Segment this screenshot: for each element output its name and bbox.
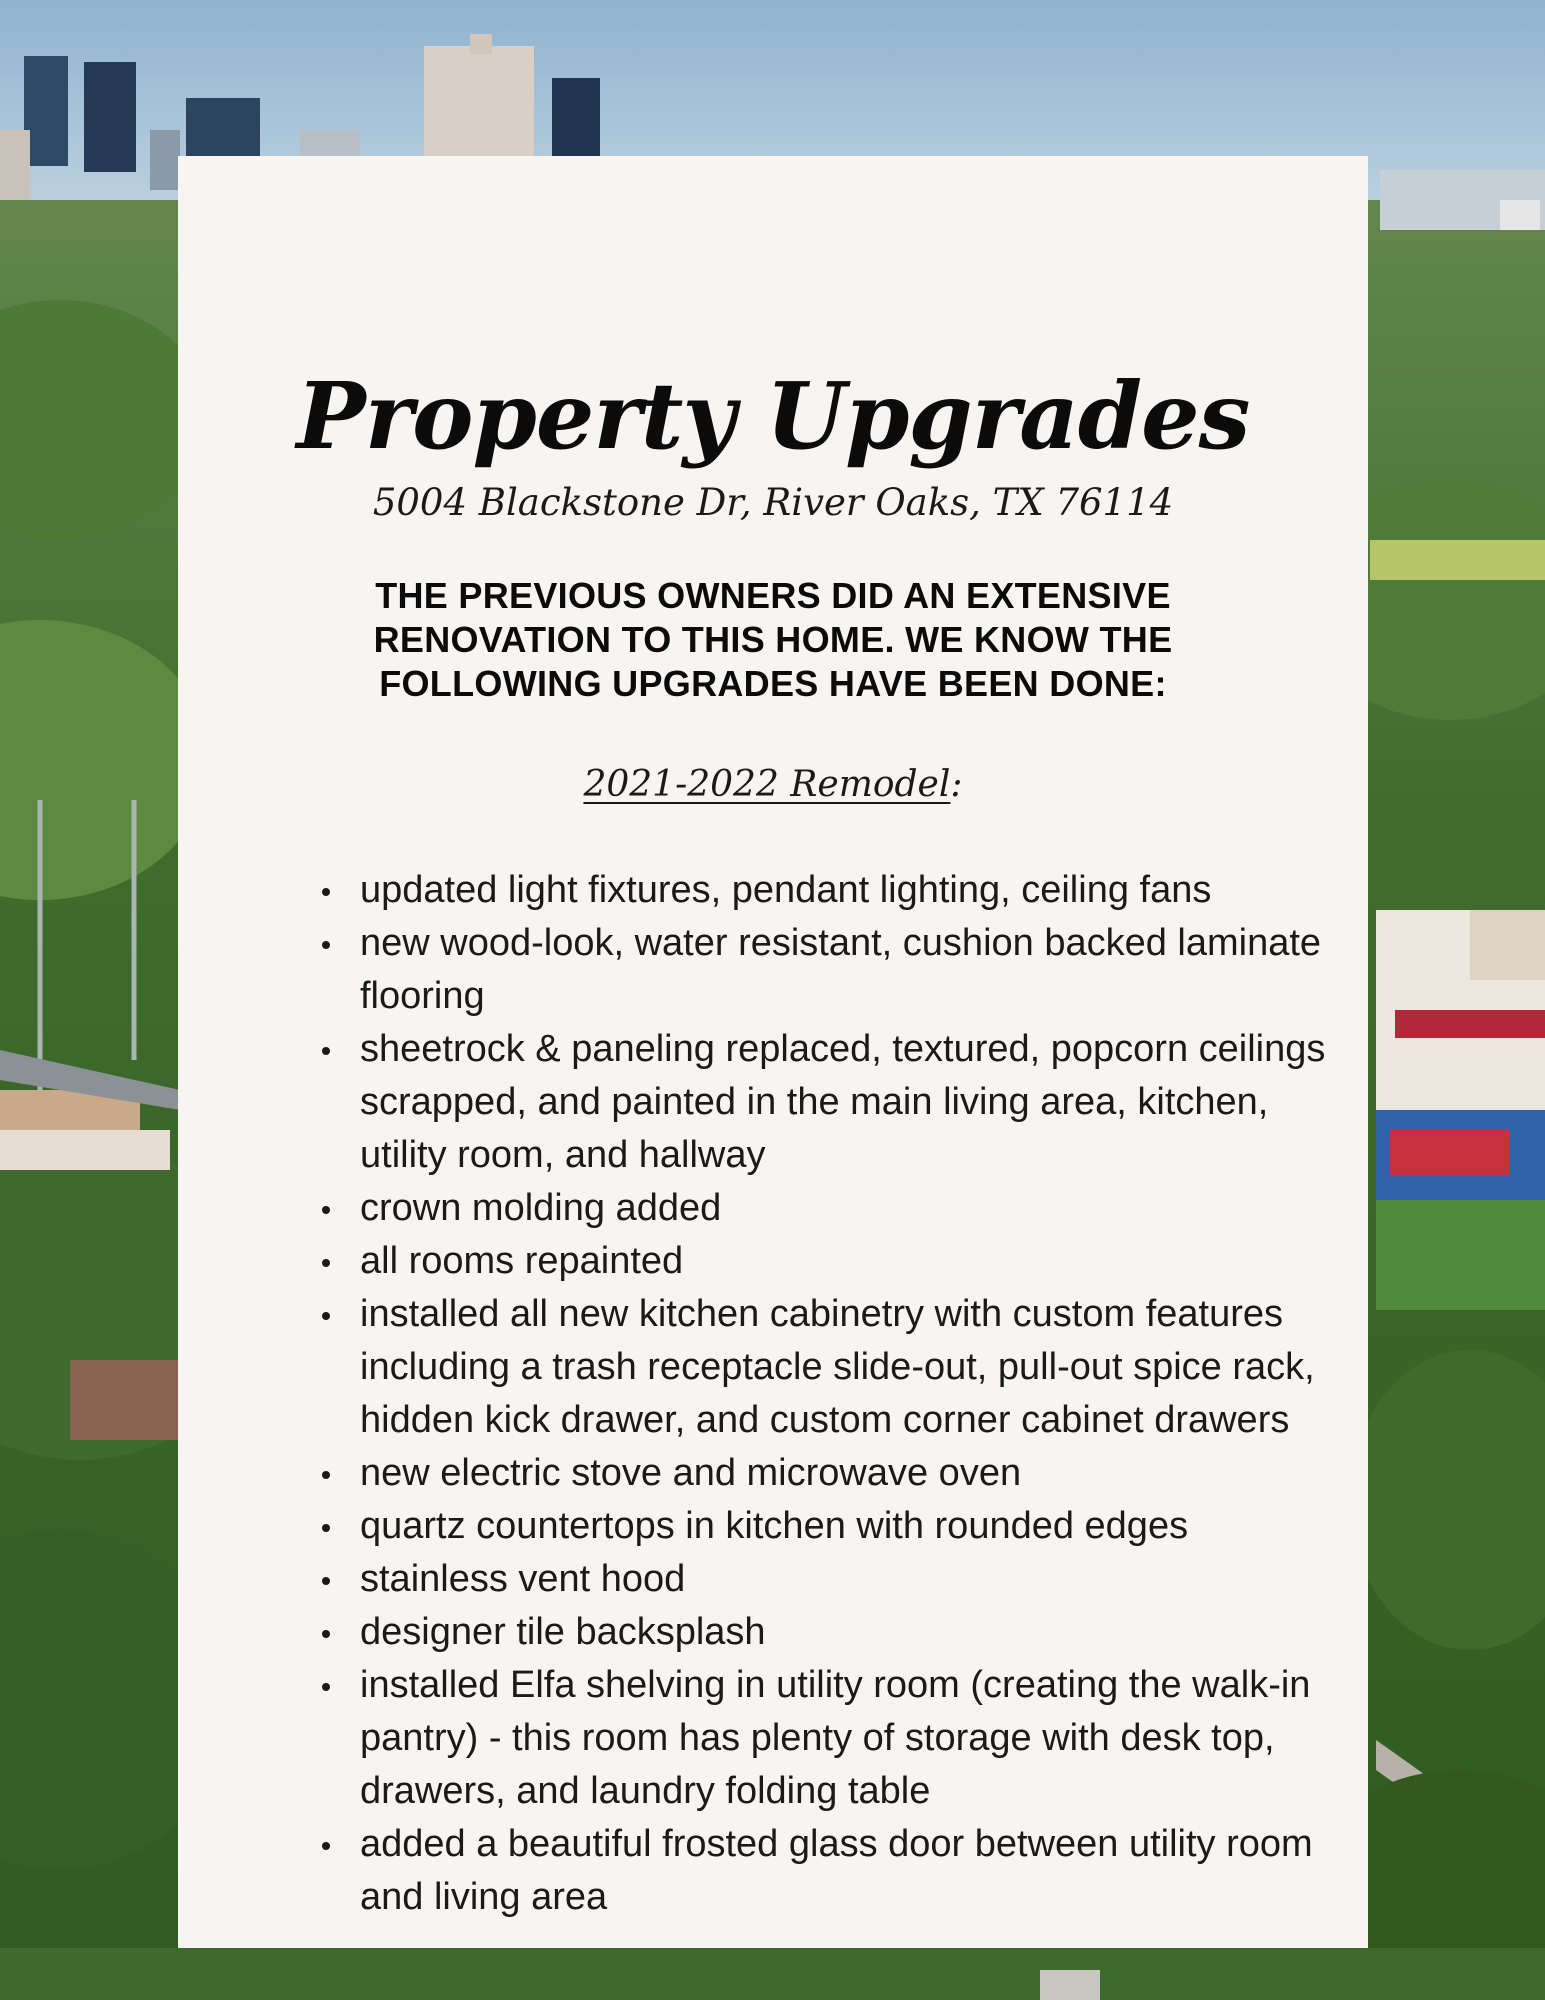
list-item: all rooms repainted: [318, 1235, 1328, 1288]
list-item: updated light fixtures, pendant lighting, ceiling fans: [318, 864, 1328, 917]
section-heading-colon: :: [950, 764, 963, 805]
list-item: stainless vent hood: [318, 1553, 1328, 1606]
list-item: new wood-look, water resistant, cushion backed laminate flooring: [318, 917, 1328, 1023]
list-item: designer tile backsplash: [318, 1606, 1328, 1659]
list-item: crown molding added: [318, 1182, 1328, 1235]
intro-text: THE PREVIOUS OWNERS DID AN EXTENSIVE RENOVATION TO THIS HOME. WE KNOW THE FOLLOWING UPGRADES HAVE BEEN DONE:: [373, 575, 1173, 704]
section-heading-text: 2021-2022 Remodel: [583, 764, 951, 805]
property-address: 5004 Blackstone Dr, River Oaks, TX 76114: [372, 481, 1174, 524]
list-item: sheetrock & paneling replaced, textured, popcorn ceilings scrapped, and painted in the main living area, kitchen, utility room, and hallway: [318, 1023, 1328, 1182]
list-item: added a beautiful frosted glass door between utility room and living area: [318, 1818, 1328, 1924]
list-item: installed all new kitchen cabinetry with custom features including a trash receptacle slide-out, pull-out spice rack, hidden kick drawer, and custom corner cabinet drawers: [318, 1288, 1328, 1447]
upgrades-card: [178, 156, 1368, 1948]
list-item: quartz countertops in kitchen with rounded edges: [318, 1500, 1328, 1553]
list-item: installed Elfa shelving in utility room (creating the walk-in pantry) - this room has plenty of storage with desk top, drawers, and laundry folding table: [318, 1659, 1328, 1818]
page-title: Property Upgrades: [296, 362, 1250, 470]
section-heading: [178, 760, 1368, 810]
list-item: new electric stove and microwave oven: [318, 1447, 1328, 1500]
upgrades-list: [318, 864, 1328, 1924]
